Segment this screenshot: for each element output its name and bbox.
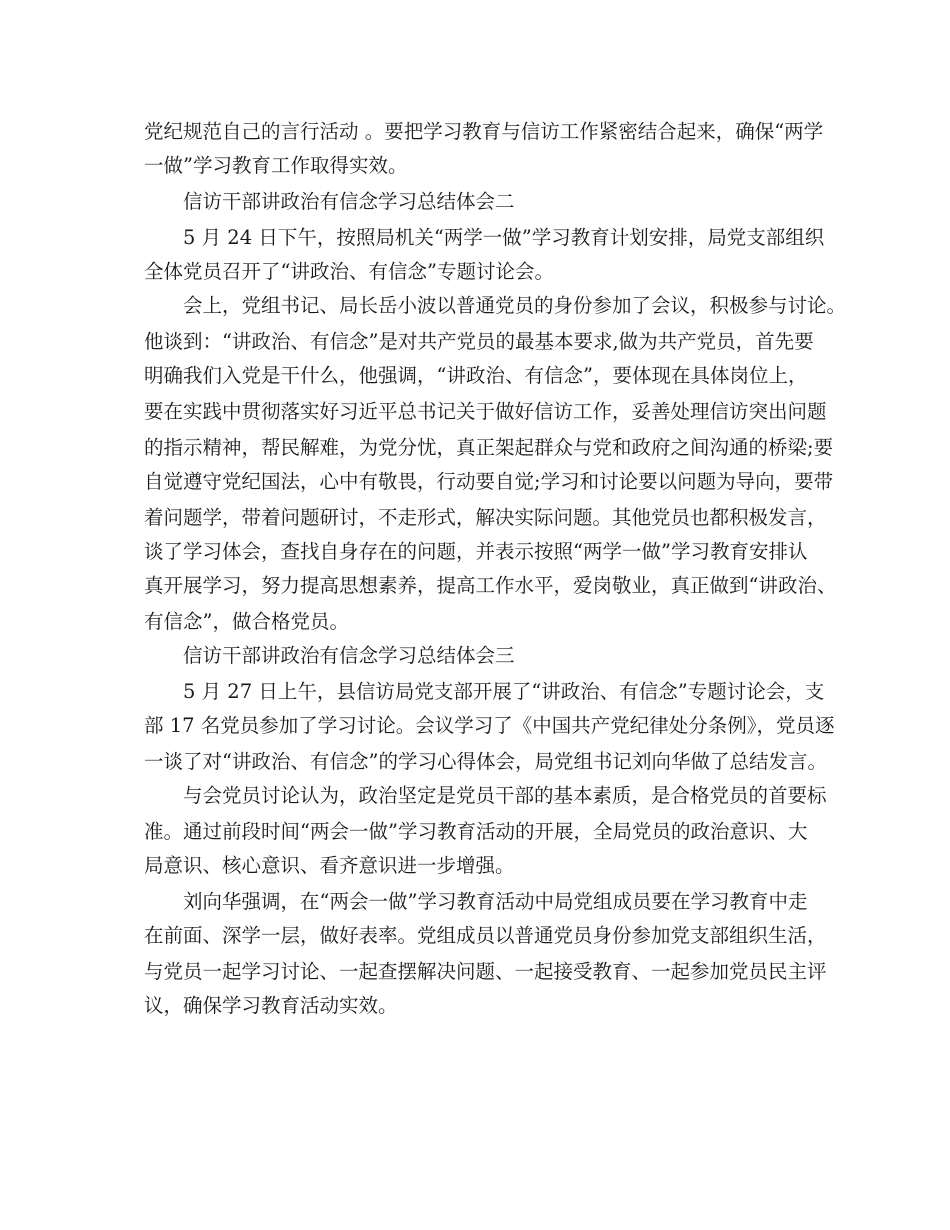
text-line: 议，确保学习教育活动实效。: [144, 994, 398, 1017]
text-line: 局意识、核心意识、看齐意识进一步增强。: [144, 854, 515, 877]
text-line: 真开展学习，努力提高思想素养，提高工作水平，爱岗敬业，真正做到“讲政治、: [144, 574, 837, 597]
text-line: 全体党员召开了“讲政治、有信念”专题讨论会。: [144, 260, 554, 283]
text-line: 要在实践中贯彻落实好习近平总书记关于做好信访工作，妥善处理信访突出问题: [144, 400, 827, 423]
text-line: 一做”学习教育工作取得实效。: [144, 154, 408, 177]
section-heading: 信访干部讲政治有信念学习总结体会二: [183, 190, 515, 213]
text-line: 的指示精神，帮民解难，为党分忧，真正架起群众与党和政府之间沟通的桥梁;要: [144, 436, 834, 459]
text-line: 他谈到：“讲政治、有信念”是对共产党员的最基本要求,做为共产党员，首先要: [144, 330, 814, 353]
text-line: 明确我们入党是干什么，他强调，“讲政治、有信念”，要体现在具体岗位上，: [144, 364, 808, 387]
paragraph-start: 会上，党组书记、局长岳小波以普通党员的身份参加了会议，积极参与讨论。: [183, 294, 847, 317]
paragraph-start: 与会党员讨论认为，政治坚定是党员干部的基本素质，是合格党员的首要标: [183, 784, 827, 807]
text-line: 党纪规范自己的言行活动 。要把学习教育与信访工作紧密结合起来，确保“两学: [144, 120, 824, 143]
text-line: 谈了学习体会，查找自身存在的问题，并表示按照“两学一做”学习教育安排认: [144, 540, 808, 563]
paragraph-start: 5 月 27 日上午，县信访局党支部开展了“讲政治、有信念”专题讨论会，支: [183, 680, 825, 703]
text-line: 着问题学，带着问题研讨，不走形式，解决实际问题。其他党员也都积极发言，: [144, 506, 827, 529]
text-line: 准。通过前段时间“两会一做”学习教育活动的开展，全局党员的政治意识、大: [144, 820, 808, 843]
paragraph-start: 刘向华强调，在“两会一做”学习教育活动中局党组成员要在学习教育中走: [183, 890, 808, 913]
text-line: 一谈了对“讲政治、有信念”的学习心得体会，局党组书记刘向华做了总结发言。: [144, 750, 827, 773]
text-line: 有信念”，做合格党员。: [144, 610, 349, 633]
section-heading: 信访干部讲政治有信念学习总结体会三: [183, 644, 515, 667]
paragraph-start: 5 月 24 日下午，按照局机关“两学一做”学习教育计划安排，局党支部组织: [183, 226, 825, 249]
text-line: 与党员一起学习讨论、一起查摆解决问题、一起接受教育、一起参加党员民主评: [144, 960, 827, 983]
text-line: 在前面、深学一层，做好表率。党组成员以普通党员身份参加党支部组织生活，: [144, 924, 827, 947]
text-line: 自觉遵守党纪国法，心中有敬畏，行动要自觉;学习和讨论要以问题为导向，要带: [144, 470, 834, 493]
text-line: 部 17 名党员参加了学习讨论。会议学习了《中国共产党纪律处分条例》，党员逐: [144, 714, 835, 737]
